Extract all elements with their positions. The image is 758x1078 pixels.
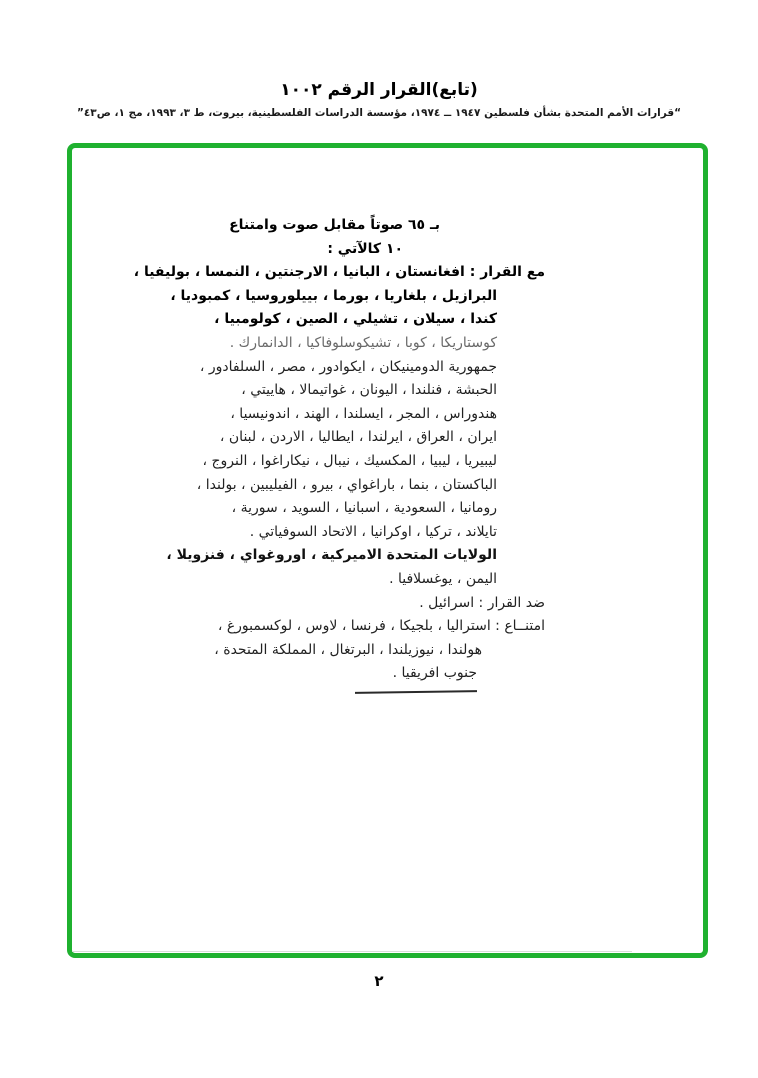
text-line: ليبيريا ، ليبيا ، المكسيك ، نيبال ، نيكاراغوا ، النروج ،: [202, 452, 497, 469]
text-line: تايلاند ، تركيا ، اوكرانيا ، الاتحاد السوفياتي .: [249, 523, 497, 540]
text-line: البرازيل ، بلغاريا ، بورما ، بييلوروسيا ، كمبوديا ،: [170, 287, 497, 304]
text-line: اليمن ، يوغسلافيا .: [389, 570, 497, 587]
text-line: كندا ، سيلان ، تشيلي ، الصين ، كولومبيا ،: [214, 311, 497, 328]
text-line: جنوب افريقيا .: [392, 665, 477, 682]
text-line: جمهورية الدومينيكان ، ايكوادور ، مصر ، السلفادور ،: [199, 358, 497, 375]
text-line: الحبشة ، فنلندا ، اليونان ، غواتيمالا ، هاييتي ،: [241, 382, 497, 399]
resolution-text: [133, 214, 545, 686]
text-line: ضد القرار : اسرائيل .: [419, 594, 545, 611]
scan-artifact-line: [72, 951, 632, 952]
text-line: الولايات المتحدة الاميركية ، اوروغواي ، فنزويلا ،: [166, 547, 497, 564]
text-line: مع القرار : افغانستان ، البانيا ، الارجنتين ، النمسا ، بوليفيا ،: [133, 264, 545, 281]
text-line: رومانيا ، السعودية ، اسبانيا ، السويد ، سورية ،: [231, 500, 497, 517]
source-citation: “قرارات الأمم المتحدة بشأن فلسطين ١٩٤٧ ــ ١٩٧٤، مؤسسة الدراسات الفلسطينية، بيروت، ط ٣، ١٩٩٣، مج ١، ص٤٣”: [76, 107, 682, 119]
text-line: الباكستان ، بنما ، باراغواي ، بيرو ، الفيليبين ، بولندا ،: [196, 476, 497, 493]
page-number: ٢: [374, 972, 384, 990]
text-line: هندوراس ، المجر ، ايسلندا ، الهند ، اندونيسيا ،: [230, 405, 497, 422]
text-line: ١٠ كالآتي :: [327, 240, 403, 257]
text-line: كوستاريكا ، كوبا ، تشيكوسلوفاكيا ، الدانمارك .: [229, 334, 497, 351]
resolution-title: (تابع)القرار الرقم ١٠٠٢: [280, 80, 478, 100]
text-line: ايران ، العراق ، ايرلندا ، ايطاليا ، الاردن ، لبنان ،: [219, 429, 497, 446]
text-line: امتنــاع : استراليا ، بلجيكا ، فرنسا ، لاوس ، لوكسمبورغ ،: [217, 618, 545, 635]
text-line: هولندا ، نيوزيلندا ، البرتغال ، المملكة المتحدة ،: [214, 641, 482, 658]
text-line: بـ ٦٥ صوتاً مقابل صوت وامتناع: [229, 217, 440, 233]
